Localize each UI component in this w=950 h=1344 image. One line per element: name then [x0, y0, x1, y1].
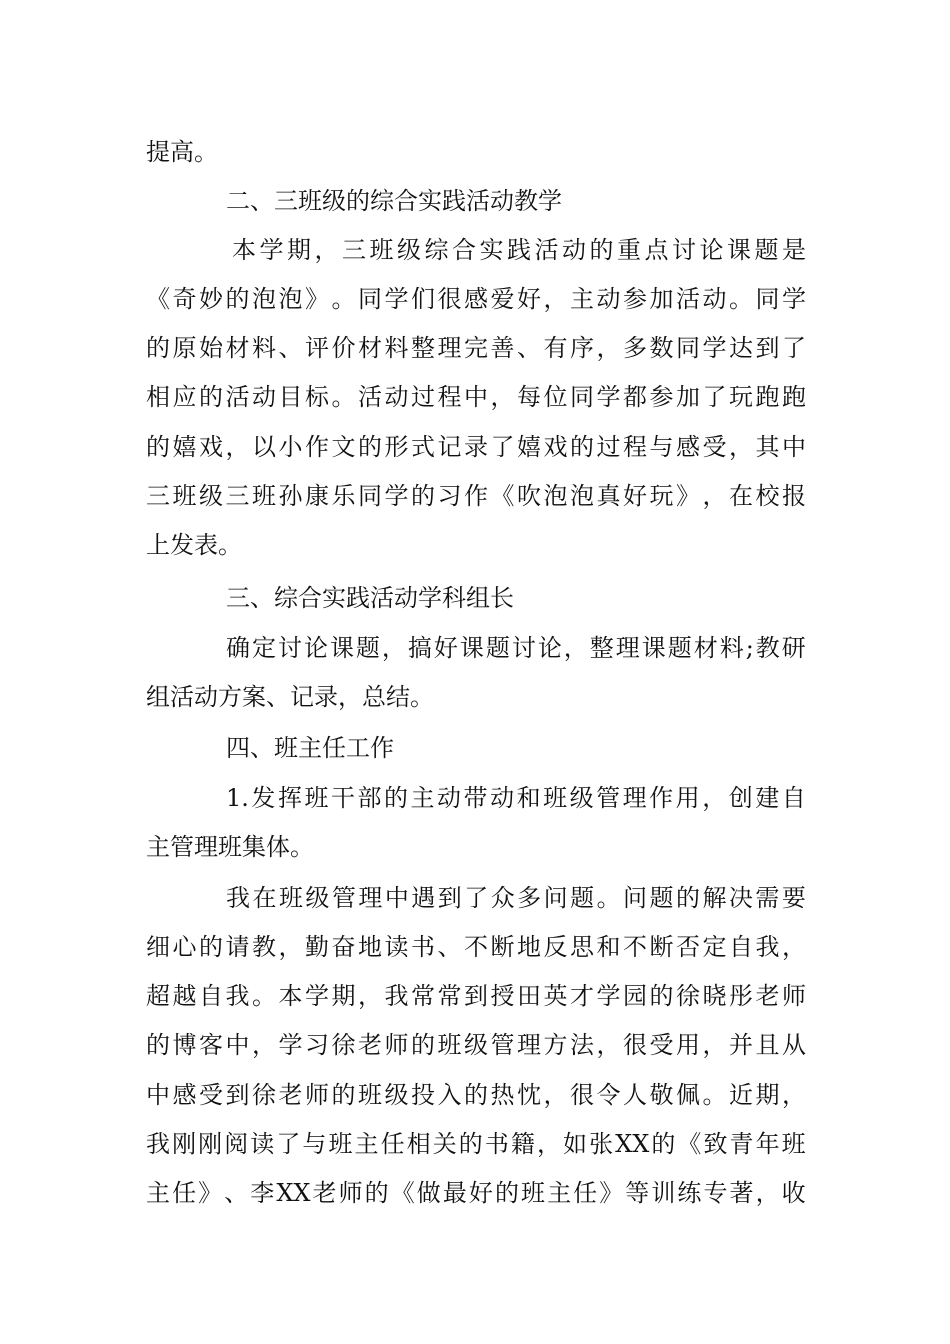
text-line: 的 原 始 材 料 、 评 价 材 料 整 理 完 善 、 有 序 ， 多 数 同 学 达 到 了	[146, 334, 806, 362]
text-line: 的 博 客 中 ， 学 习 徐 老 师 的 班 级 管 理 方 法 ， 很 受 用 ， 并 且 从	[146, 1031, 806, 1059]
text-line: 超 越 自 我 。 本 学 期 ， 我 常 常 到 授 田 英 才 学 园 的 徐 晓 彤 老 师	[146, 982, 806, 1010]
text-line: 上发表。	[146, 531, 242, 559]
section-heading: 四、班主任工作	[226, 734, 394, 762]
text-line: 组活动方案、记录，总结。	[146, 683, 434, 711]
text-line: 中 感 受 到 徐 老 师 的 班 级 投 入 的 热 忱 ， 很 令 人 敬 佩 。 近 期 ，	[146, 1081, 806, 1109]
text-line: 三 班 级 三 班 孙 康 乐 同 学 的 习 作 《 吹 泡 泡 真 好 玩 》 ， 在 校 报	[146, 482, 806, 510]
text-line: 相 应 的 活 动 目 标 。 活 动 过 程 中 ， 每 位 同 学 都 参 加 了 玩 跑 跑	[146, 383, 806, 411]
text-line: 的 嬉 戏 ， 以 小 作 文 的 形 式 记 录 了 嬉 戏 的 过 程 与 感 受 ， 其 中	[146, 433, 806, 461]
text-line: 细 心 的 请 教 ， 勤 奋 地 读 书 、 不 断 地 反 思 和 不 断 否 定 自 我 ，	[146, 933, 806, 961]
text-line: 本 学 期 ， 三 班 级 综 合 实 践 活 动 的 重 点 讨 论 课 题 是	[232, 236, 806, 264]
text-line: 我 刚 刚 阅 读 了 与 班 主 任 相 关 的 书 籍 ， 如 张 XX 的 《 致 青 年 班	[146, 1130, 806, 1158]
text-line: 1. 发 挥 班 干 部 的 主 动 带 动 和 班 级 管 理 作 用 ， 创 建 自	[226, 784, 806, 812]
text-line: 《 奇 妙 的 泡 泡 》 。 同 学 们 很 感 爱 好 ， 主 动 参 加 活 动 。 同 学	[146, 285, 806, 313]
text-line: 主 任 》 、 李 XX 老 师 的 《 做 最 好 的 班 主 任 》 等 训 练 专 著 ， 收	[146, 1179, 806, 1207]
text-line: 主管理班集体。	[146, 833, 314, 861]
text-line: 我 在 班 级 管 理 中 遇 到 了 众 多 问 题 。 问 题 的 解 决 需 要	[226, 884, 806, 912]
text-line: 提高。	[146, 138, 218, 166]
section-heading: 二、三班级的综合实践活动教学	[226, 187, 562, 215]
text-line: 确 定 讨 论 课 题 ， 搞 好 课 题 讨 论 ， 整 理 课 题 材 料 ; 教 研	[226, 634, 806, 662]
section-heading: 三、综合实践活动学科组长	[226, 584, 514, 612]
